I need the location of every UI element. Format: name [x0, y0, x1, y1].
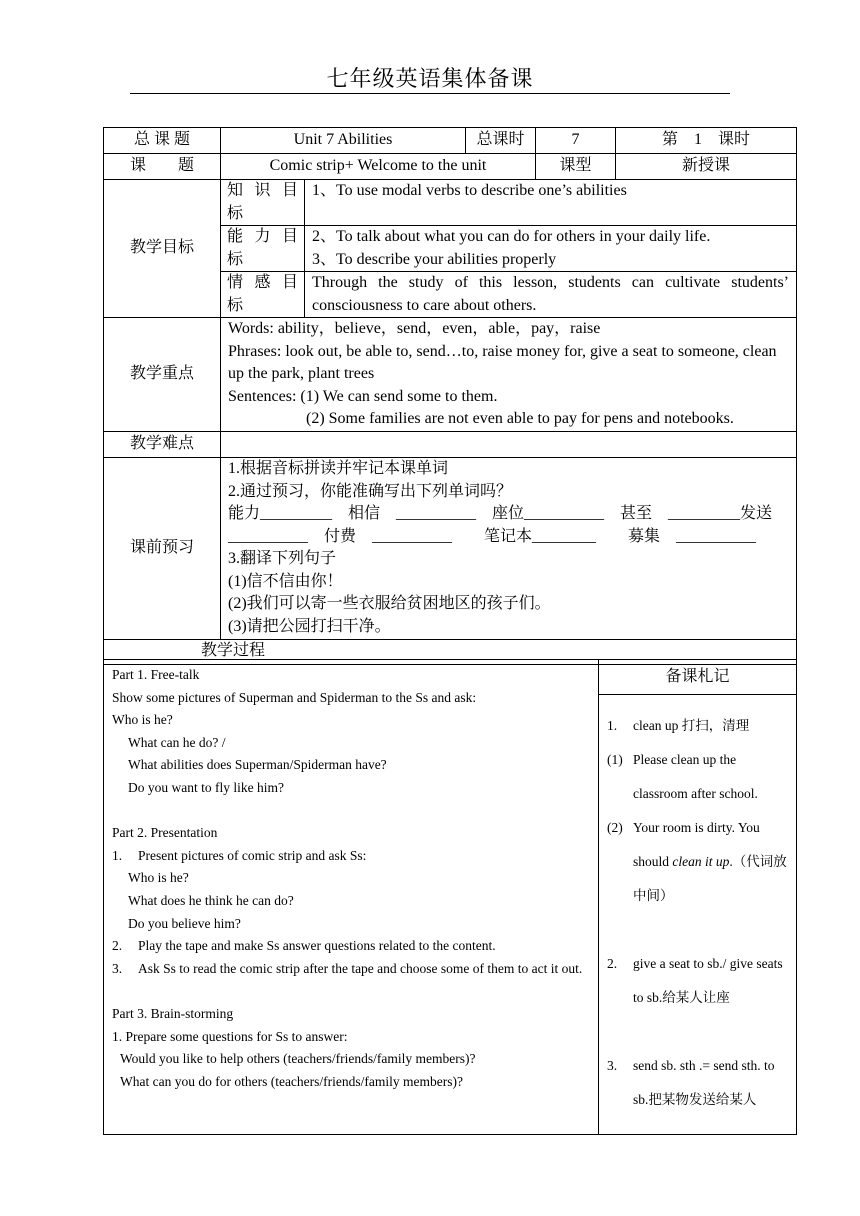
note-text-part: .（代词放中间）: [633, 854, 787, 903]
note-number: (2): [607, 820, 623, 835]
note-item: [607, 811, 788, 913]
part1-line: Show some pictures of Superman and Spiderman to the Ss and ask:: [112, 689, 477, 705]
topic-label: 总 课 题: [104, 128, 221, 154]
part2-item-text: Play the tape and make Ss answer questions related to the content.: [138, 938, 496, 954]
item-number: 2.: [112, 938, 123, 954]
preview-content: [221, 457, 797, 639]
part1-title: Part 1. Free-talk: [112, 667, 200, 682]
lesson-label: 课 题: [104, 154, 221, 180]
key-points-label: 教学重点: [104, 318, 221, 432]
part3-question: Would you like to help others (teachers/friends/family members)?: [120, 1051, 476, 1067]
process-title: 教学过程: [200, 642, 265, 660]
preview-line: 能力_________ 相信 __________ 座位__________ 甚至 _________发送: [228, 505, 773, 522]
lesson-type-label: 课型: [536, 154, 616, 180]
note-text: Please clean up the classroom after school.: [633, 752, 758, 801]
lesson-type-value: 新授课: [616, 154, 797, 180]
preview-line: 2.通过预习，你能准确写出下列单词吗？: [228, 482, 513, 500]
emotion-objective-text: Through the study of this lesson, students can cultivate students’ consciousness to care about others.: [305, 272, 797, 318]
part2-item-text: Present pictures of comic strip and ask Ss:: [138, 847, 367, 863]
note-item: [607, 947, 788, 1015]
note-text: send sb. sth .= send sth. to sb.把某物发送给某人: [633, 1058, 775, 1107]
part2-item: [112, 935, 591, 958]
part3-title: Part 3. Brain-storming: [112, 1005, 234, 1021]
note-text: give a seat to sb./ give seats to sb.给某人让座: [633, 956, 783, 1005]
ability-objective-line: 3、To describe your abilities properly: [312, 250, 557, 268]
note-item: [607, 1049, 788, 1117]
note-number: 3.: [607, 1058, 618, 1073]
note-text-part: Your room is dirty. You should: [633, 820, 760, 869]
topic-value: Unit 7 Abilities: [221, 128, 466, 154]
process-content: [104, 660, 599, 1135]
key-sentence-1: Sentences: (1) We can send some to them.: [228, 387, 498, 405]
part3-question: What can you do for others (teachers/friends/family members)?: [120, 1073, 463, 1089]
objectives-label: 教学目标: [104, 180, 221, 318]
note-text: clean up 打扫，清理: [633, 718, 750, 733]
key-points-content: [221, 318, 797, 432]
note-text-italic: clean it up: [672, 854, 730, 869]
period-label: 第 1 课时: [616, 128, 797, 154]
knowledge-objective-text: 1、To use modal verbs to describe one’s abilities: [305, 180, 797, 226]
ability-objective-text: [305, 226, 797, 272]
preview-label: 课前预习: [104, 457, 221, 639]
ability-objective-label: 能 力 目 标: [221, 226, 305, 272]
note-item: [607, 743, 788, 811]
page-title: 七年级英语集体备课: [326, 66, 534, 91]
preview-line: 3.翻译下列句子: [228, 550, 337, 567]
preview-line: __________ 付费 __________ 笔记本________ 募集 __________: [228, 527, 757, 545]
part2-item-text: Ask Ss to read the comic strip after the tape and choose some of them to act it out.: [138, 960, 583, 976]
knowledge-objective-label: 知 识 目 标: [221, 180, 305, 226]
process-table: [103, 659, 797, 1135]
part1-line: Who is he?: [112, 712, 173, 728]
preview-line: (1)信不信由你！: [228, 572, 343, 590]
part2-item: [112, 845, 591, 868]
lesson-info-table: [103, 127, 797, 665]
note-number: 1.: [607, 718, 618, 733]
part1-line: What abilities does Superman/Spiderman have?: [128, 757, 387, 773]
part2-sub-question: Do you believe him?: [128, 915, 241, 931]
notes-column: [599, 660, 797, 1135]
part1-line: What can he do? /: [128, 734, 226, 750]
key-sentence-2: (2) Some families are not even able to pay for pens and notebooks.: [306, 410, 734, 427]
lesson-value: Comic strip+ Welcome to the unit: [221, 154, 536, 180]
item-number: 3.: [112, 960, 123, 976]
preview-line: (3)请把公园打扫干净。: [228, 617, 391, 635]
title-underline: [130, 93, 730, 94]
total-periods-label: 总课时: [466, 128, 536, 154]
ability-objective-line: 2、To talk about what you can do for others in your daily life.: [312, 228, 711, 245]
note-item: [607, 709, 788, 743]
key-phrases: Phrases: look out, be able to, send…to, raise money for, give a seat to someone, clean up the park, plant trees: [228, 342, 777, 382]
notes-title: 备课札记: [599, 660, 796, 695]
note-number: (1): [607, 752, 623, 767]
part3-item: 1. Prepare some questions for Ss to answer:: [112, 1028, 348, 1044]
part2-item: [112, 958, 591, 981]
difficulties-label: 教学难点: [104, 431, 221, 457]
preview-line: (2)我们可以寄一些衣服给贫困地区的孩子们。: [228, 595, 551, 612]
preview-line: 1.根据音标拼读并牢记本课单词: [228, 460, 449, 477]
notes-content: [599, 695, 796, 1117]
difficulties-content: [221, 431, 797, 457]
item-number: 1.: [112, 847, 123, 863]
emotion-objective-label: 情 感 目 标: [221, 272, 305, 318]
part2-sub-question: What does he think he can do?: [128, 892, 294, 908]
part2-title: Part 2. Presentation: [112, 825, 218, 841]
key-words: Words: ability，believe，send，even，able，pay，raise: [228, 320, 601, 337]
part2-sub-question: Who is he?: [128, 870, 189, 886]
note-text: [633, 811, 788, 913]
total-periods-value: 7: [536, 128, 616, 154]
part1-line: Do you want to fly like him?: [128, 779, 284, 795]
note-number: 2.: [607, 956, 618, 971]
